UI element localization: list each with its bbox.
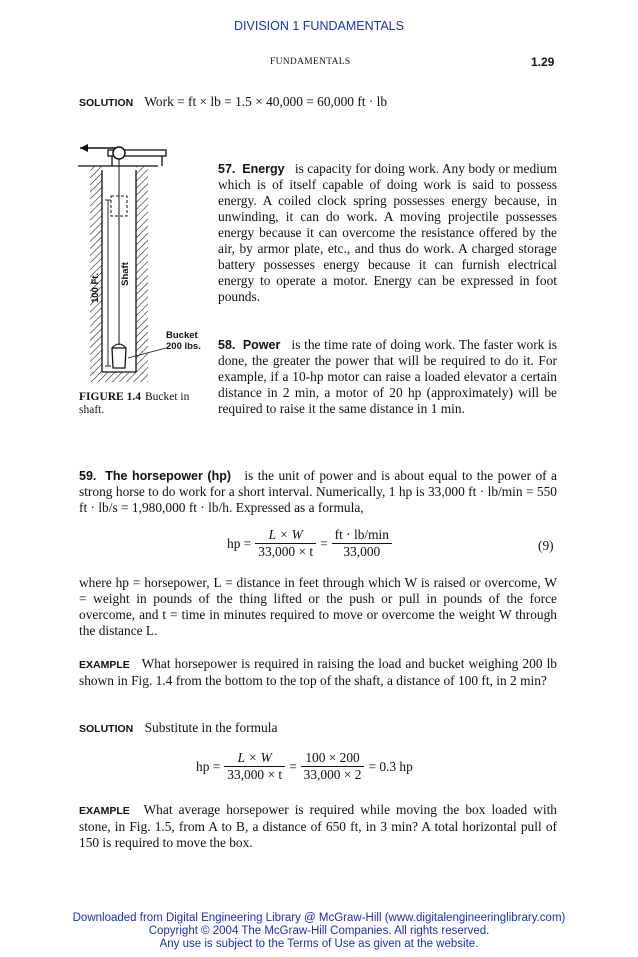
example-2-text: What average horsepower is required while moving the box loaded with stone, in Fig. 1.5, from A to B, a distance of 650 ft, in 3 min? A total horizontal pull of 150 is required to move the box. xyxy=(79,802,557,850)
section-57-number: 57. xyxy=(218,162,236,176)
formula-solution-result: = 0.3 hp xyxy=(368,758,413,774)
formula-solution-lhs: hp = xyxy=(196,758,221,774)
bucket-shaft-figure xyxy=(78,140,214,386)
formula-9-denominator-2: 33,000 xyxy=(343,544,381,559)
page-number: 1.29 xyxy=(531,55,555,69)
solution-2-label: SOLUTION xyxy=(79,723,134,735)
solution-2 xyxy=(79,720,557,737)
formula-9-lhs: hp = xyxy=(227,535,252,551)
solution-text: Work = ft × lb = 1.5 × 40,000 = 60,000 ft · lb xyxy=(144,94,388,109)
footer-terms[interactable]: Any use is subject to the Terms of Use as given at the website. xyxy=(159,938,479,950)
solution-2-text: Substitute in the formula xyxy=(144,720,278,735)
section-58-text: is the time rate of doing work. The faster work is done, the greater the power that will be required to do it. For example, if a 10-hp motor can raise a loaded elevator a certain distance in 2 min, a motor of 20 hp (approximately) will be required to raise it the same distance in 1 min. xyxy=(218,337,558,416)
example-1-label: EXAMPLE xyxy=(79,659,130,671)
formula-variables-text: where hp = horsepower, L = distance in feet through which W is raised or overcome, W = weight in pounds of the thing lifted or the push or pull in pounds of the force overcome, and t = time in minutes required to move or overcome the weight W through the distance L. xyxy=(79,575,557,638)
section-59-number: 59. xyxy=(79,469,97,483)
solution-work xyxy=(79,94,559,111)
section-59-horsepower xyxy=(79,468,557,516)
depth-label: 100 Ft. xyxy=(90,272,101,304)
formula-9-fraction-2 xyxy=(332,527,392,560)
section-57-title: Energy xyxy=(242,162,285,176)
shaft-label: Shaft xyxy=(120,262,131,286)
section-58-title: Power xyxy=(242,338,281,352)
formula-9-equals: = xyxy=(320,535,328,551)
formula-solution-denominator-2: 33,000 × 2 xyxy=(303,767,362,782)
formula-solution-fraction-1 xyxy=(224,750,285,783)
example-1-text: What horsepower is required in raising the load and bucket weighing 200 lb shown in Fig. 1.4 from the bottom to the top of the shaft, a distance of 100 ft, in 2 min? xyxy=(79,656,557,688)
section-57-energy xyxy=(218,161,557,305)
formula-solution-numerator-2: 100 × 200 xyxy=(301,750,365,767)
formula-solution xyxy=(196,750,413,783)
section-59-text: is the unit of power and is about equal to the power of a strong horse to do work for a short interval. Numerically, 1 hp is 33,000 ft · lb/min = 550 ft · lb/s = 1,980,000 ft · lb/h. Expressed as a formula, xyxy=(79,468,557,515)
division-link[interactable]: DIVISION 1 FUNDAMENTALS xyxy=(234,19,404,33)
section-58-power xyxy=(218,337,557,417)
formula-9-numerator-2: ft · lb/min xyxy=(332,527,392,544)
formula-9 xyxy=(227,527,396,560)
formula-solution-numerator-1: L × W xyxy=(224,750,285,767)
bucket-label: Bucket xyxy=(166,330,198,341)
formula-solution-equals: = xyxy=(289,758,297,774)
footer-download-link[interactable]: Downloaded from Digital Engineering Library @ McGraw-Hill (www.digitalengineeringlibrary.com) xyxy=(72,912,566,924)
formula-solution-denominator-1: 33,000 × t xyxy=(227,767,283,782)
footer xyxy=(0,912,638,951)
example-1 xyxy=(79,656,557,689)
formula-9-numerator-1: L × W xyxy=(255,527,316,544)
solution-label: SOLUTION xyxy=(79,97,134,109)
section-57-text: is capacity for doing work. Any body or medium which is of itself capable of doing work is said to possess energy. A coiled clock spring possesses energy because, in unwinding, it can do work. A moving projectile possesses energy because it can overcome the resistance offered by the air, by armor plate, etc., and thus do work. A charged storage battery possesses energy because it can furnish electrical energy to operate a motor. Energy can be expressed in foot pounds. xyxy=(218,161,557,304)
section-59-title: The horsepower (hp) xyxy=(105,469,232,483)
figure-caption xyxy=(79,391,207,417)
section-58-number: 58. xyxy=(218,338,236,352)
formula-9-number: (9) xyxy=(538,538,554,553)
running-head: FUNDAMENTALS xyxy=(270,57,351,67)
footer-copyright[interactable]: Copyright © 2004 The McGraw-Hill Companies. All rights reserved. xyxy=(148,925,490,937)
formula-9-fraction-1 xyxy=(255,527,316,560)
figure-caption-text: Bucket in shaft. xyxy=(79,391,190,416)
figure-caption-label: FIGURE 1.4 xyxy=(79,391,141,403)
formula-9-denominator-1: 33,000 × t xyxy=(258,544,314,559)
example-2 xyxy=(79,802,557,851)
example-2-label: EXAMPLE xyxy=(79,805,130,817)
bucket-weight-label: 200 lbs. xyxy=(166,341,201,352)
formula-solution-fraction-2 xyxy=(301,750,365,783)
